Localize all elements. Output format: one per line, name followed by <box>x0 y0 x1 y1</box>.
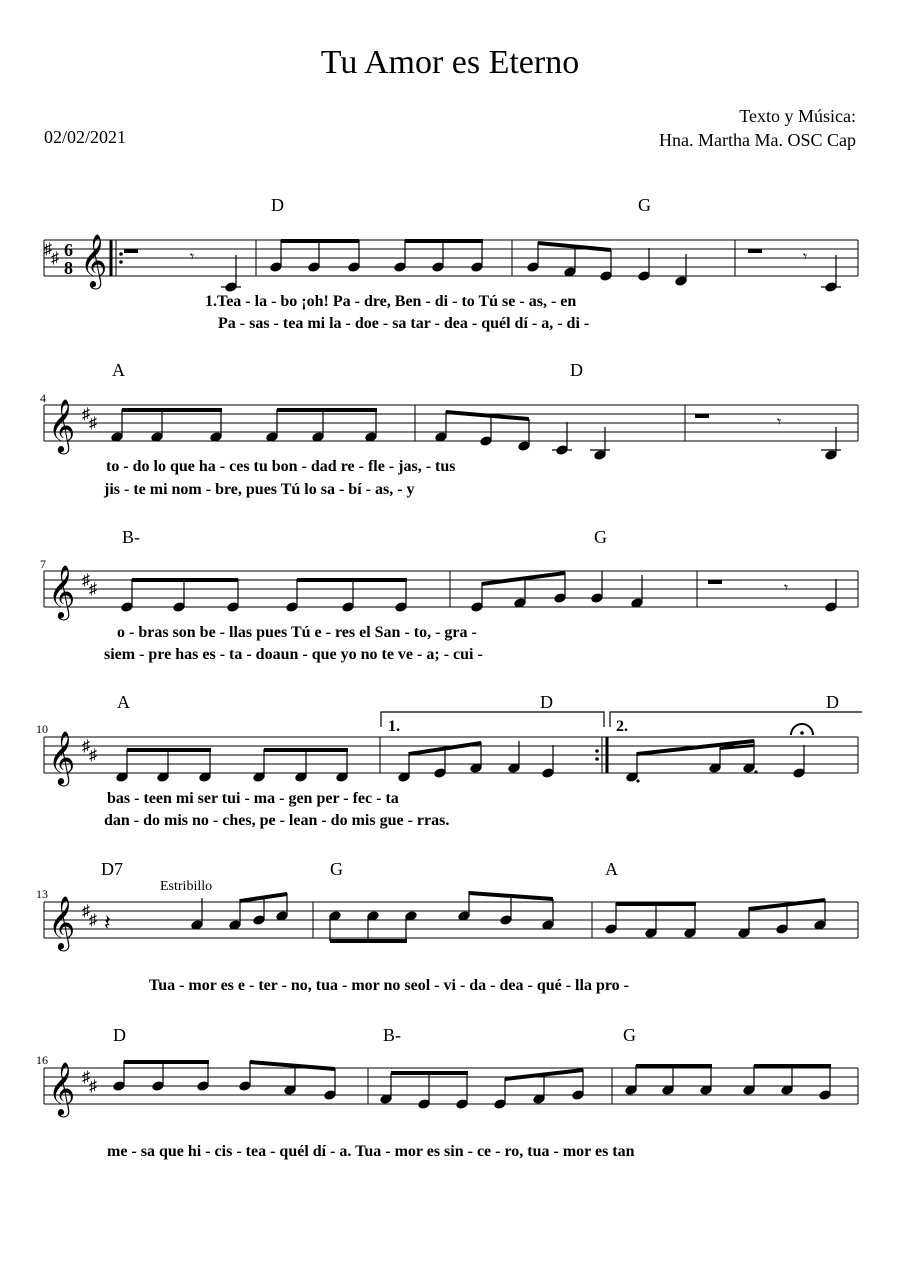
notes <box>191 891 826 941</box>
beam <box>264 748 348 752</box>
chord-symbol: G <box>330 859 343 879</box>
system-5 <box>36 859 858 994</box>
key-signature: ♯ <box>89 912 97 929</box>
volta-1 <box>381 712 604 735</box>
key-signature: ♯ <box>82 1069 90 1086</box>
beam <box>391 1071 468 1075</box>
key-signature: ♯ <box>82 903 90 920</box>
beam <box>616 902 696 906</box>
lyrics-line: to - do lo que ha - ces tu bon - dad re - fle - jas, - tus <box>106 458 456 475</box>
system-3 <box>40 527 858 663</box>
time-signature: 6 <box>64 240 73 260</box>
chord-symbol: D <box>271 195 284 215</box>
key-signature: ♯ <box>82 406 90 423</box>
measure-number: 7 <box>40 557 46 571</box>
rest: 𝄾 <box>190 249 195 266</box>
rest <box>695 414 709 418</box>
key-signature: ♯ <box>89 747 97 764</box>
chord-symbol: G <box>638 195 651 215</box>
treble-clef-icon: 𝄞 <box>48 732 76 783</box>
date: 02/02/2021 <box>44 127 127 147</box>
beam <box>405 239 483 243</box>
beam <box>482 571 565 586</box>
notes <box>221 240 841 292</box>
lyrics-line: bas - teen mi ser tui - ma - gen per - fec - ta <box>107 790 399 807</box>
chord-symbol: G <box>623 1025 636 1045</box>
lyrics-line: dan - do mis no - ches, pe - lean - do mis gue - rras. <box>104 812 450 829</box>
chord-symbol: D <box>540 692 553 712</box>
notes <box>111 409 841 460</box>
treble-clef-icon: 𝄞 <box>48 566 76 617</box>
chord-symbol: D7 <box>101 859 123 879</box>
lyrics-line: siem - pre has es - ta - doaun - que yo no te ve - a; - cui - <box>104 646 483 663</box>
lyrics-line: me - sa que hi - cis - tea - quél dí - a. Tua - mor es sin - ce - ro, tua - mor es tan <box>107 1143 635 1160</box>
key-signature: ♯ <box>51 250 59 267</box>
chord-symbol: D <box>113 1025 126 1045</box>
svg-text:2.: 2. <box>616 718 628 735</box>
system-1 <box>44 195 858 332</box>
rest <box>708 580 722 584</box>
chord-symbol: G <box>594 527 607 547</box>
staff <box>44 240 858 276</box>
rest: 𝄽 <box>104 910 111 935</box>
rest: 𝄾 <box>803 249 808 266</box>
beam <box>124 1060 209 1064</box>
section-label: Estribillo <box>160 879 213 894</box>
notes <box>121 571 837 612</box>
chord-symbol: A <box>112 360 125 380</box>
measure-number: 16 <box>36 1053 48 1067</box>
beam <box>122 408 222 412</box>
rest <box>748 249 762 253</box>
beam <box>446 410 529 421</box>
chord-symbol: D <box>826 692 839 712</box>
measure-number: 10 <box>36 722 48 736</box>
key-signature: ♯ <box>89 581 97 598</box>
lyrics-line: o - bras son be - llas pues Tú e - res el San - to, - gra - <box>117 624 477 641</box>
beam <box>754 1064 831 1068</box>
chord-symbol: A <box>605 859 618 879</box>
composer-line-2: Hna. Martha Ma. OSC Cap <box>659 130 856 150</box>
beam <box>330 939 407 943</box>
chord-symbol: D <box>570 360 583 380</box>
key-signature: ♯ <box>89 415 97 432</box>
beam <box>250 1060 335 1071</box>
measure-number: 13 <box>36 887 48 901</box>
beam <box>636 1064 712 1068</box>
system-2 <box>40 360 858 498</box>
system-4 <box>36 692 862 829</box>
composer-line-1: Texto y Música: <box>739 106 856 126</box>
treble-clef-icon: 𝄞 <box>48 897 76 948</box>
volta-2 <box>610 712 862 735</box>
fermata-icon <box>791 724 813 735</box>
staff <box>44 902 858 938</box>
dot <box>754 770 757 773</box>
key-signature: ♯ <box>82 738 90 755</box>
beam <box>281 239 359 243</box>
treble-clef-icon: 𝄞 <box>48 1063 76 1114</box>
page-title: Tu Amor es Eterno <box>320 44 580 81</box>
key-signature: ♯ <box>82 572 90 589</box>
beam <box>132 578 238 582</box>
measure-number: 4 <box>40 391 46 405</box>
beam <box>297 578 407 582</box>
beam <box>127 748 211 752</box>
lyrics-line: Tua - mor es e - ter - no, tua - mor no seol - vi - da - dea - qué - lla pro - <box>149 977 629 994</box>
rest: 𝄾 <box>784 580 789 597</box>
system-6 <box>36 1025 858 1160</box>
lyrics-line: jis - te mi nom - bre, pues Tú lo sa - bí - as, - y <box>104 481 415 498</box>
chord-symbol: B- <box>383 1025 401 1045</box>
treble-clef-icon: 𝄞 <box>48 400 76 451</box>
staff <box>44 571 858 607</box>
treble-clef-icon: 𝄞 <box>80 235 108 286</box>
lyrics-line: Pa - sas - tea mi la - doe - sa tar - dea - quél dí - a, - di - <box>218 315 590 332</box>
time-signature: 8 <box>64 258 73 278</box>
chord-symbol: A <box>117 692 130 712</box>
chord-symbol: B- <box>122 527 140 547</box>
key-signature: ♯ <box>44 241 52 258</box>
rest: 𝄾 <box>777 414 782 431</box>
lyrics-line: 1.Tea - la - bo ¡oh! Pa - dre, Ben - di - to Tú se - as, - en <box>205 293 577 310</box>
beam <box>277 408 377 412</box>
key-signature: ♯ <box>89 1078 97 1095</box>
rest <box>124 249 138 253</box>
svg-text:1.: 1. <box>388 718 400 735</box>
dot <box>636 779 639 782</box>
